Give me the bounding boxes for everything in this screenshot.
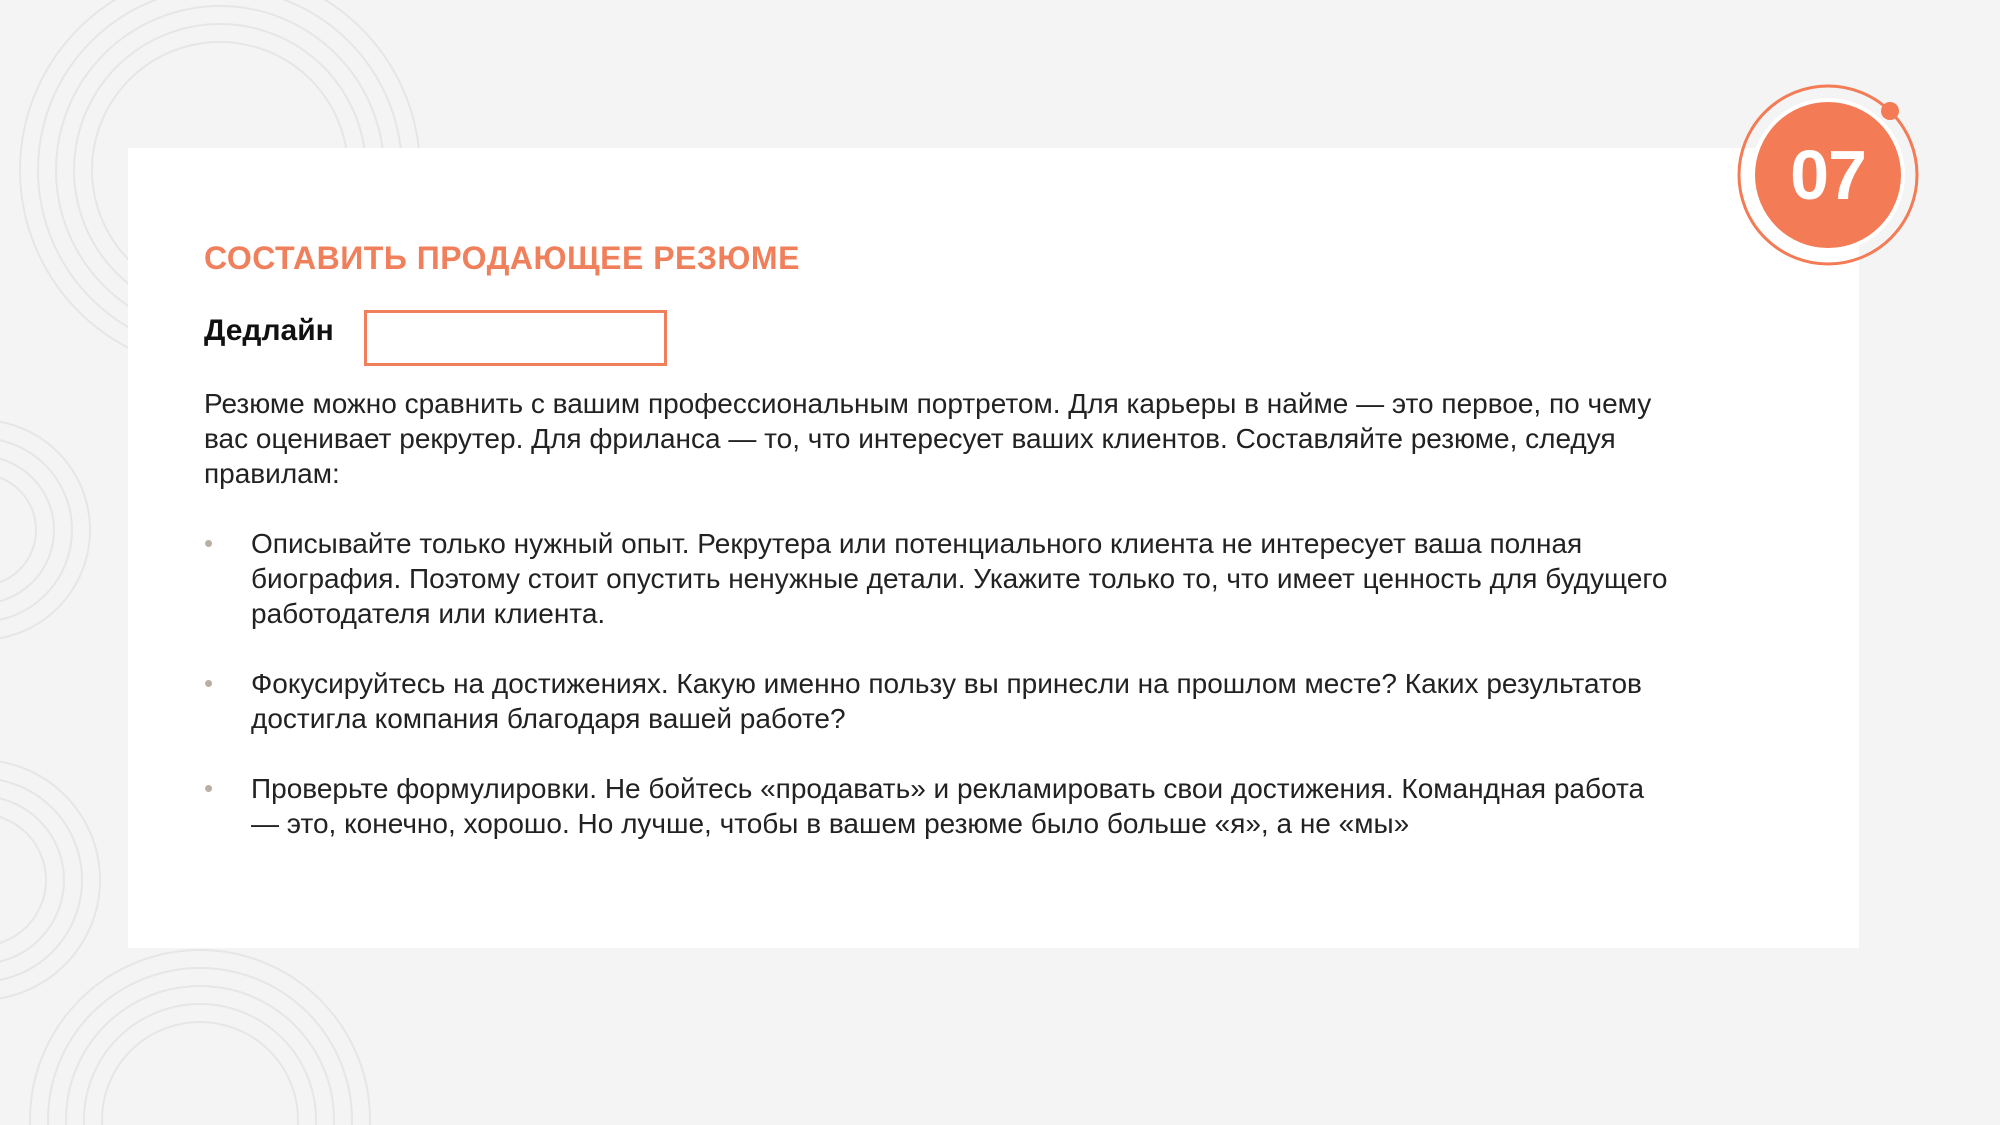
bullet-icon: •	[204, 528, 214, 558]
list-item	[204, 666, 1674, 736]
list-item-text: Описывайте только нужный опыт. Рекрутера или потенциального клиента не интересует ваша полная биография. Поэтому стоит опустить ненужные детали. Укажите только то, что имеет ценность для будущего работодателя или клиента.	[251, 528, 1668, 629]
list-item-text: Проверьте формулировки. Не бойтесь «продавать» и рекламировать свои достижения. Командная работа — это, конечно, хорошо. Но лучше, чтобы в вашем резюме было больше «я», а не «мы»	[251, 773, 1645, 839]
page-title: СОСТАВИТЬ ПРОДАЮЩЕЕ РЕЗЮМЕ	[204, 240, 800, 276]
list-item-text: Фокусируйтесь на достижениях. Какую именно пользу вы принесли на прошлом месте? Каких результатов достигла компания благодаря вашей работе?	[251, 668, 1642, 734]
intro-paragraph: Резюме можно сравнить с вашим профессиональным портретом. Для карьеры в найме — это первое, по чему вас оценивает рекрутер. Для фриланса — то, что интересует ваших клиентов. Составляйте резюме, следуя правилам:	[204, 388, 1652, 489]
slide-number: 07	[1790, 136, 1866, 214]
bullet-icon: •	[204, 668, 214, 698]
deadline-field[interactable]	[364, 310, 667, 366]
deadline-label: Дедлайн	[204, 314, 334, 347]
rules-list	[204, 526, 1674, 876]
slide-number-badge	[1735, 82, 1921, 268]
list-item	[204, 771, 1674, 841]
list-item	[204, 526, 1674, 631]
bullet-icon: •	[204, 773, 214, 803]
